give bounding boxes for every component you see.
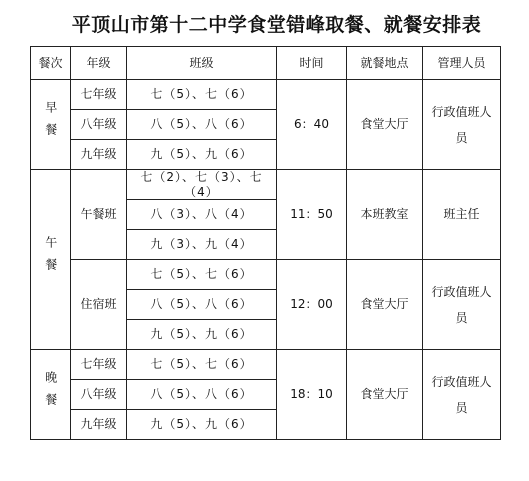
time-cell: 12：00 (277, 260, 347, 350)
grade-cell: 七年级 (71, 350, 127, 380)
class-cell: 九（5）、九（6） (127, 410, 277, 440)
place-cell: 食堂大厅 (347, 260, 423, 350)
class-cell: 八（5）、八（6） (127, 290, 277, 320)
table-row (31, 260, 501, 290)
grade-cell: 七年级 (71, 80, 127, 110)
header-manager: 管理人员 (423, 47, 501, 80)
manager-cell: 行政值班人员 (423, 350, 501, 440)
time-cell: 6：40 (277, 80, 347, 170)
grade-cell: 住宿班 (71, 260, 127, 350)
class-cell: 八（3）、八（4） (127, 200, 277, 230)
header-time: 时间 (277, 47, 347, 80)
class-cell: 九（5）、九（6） (127, 140, 277, 170)
header-place: 就餐地点 (347, 47, 423, 80)
manager-cell: 班主任 (423, 170, 501, 260)
class-cell: 九（3）、九（4） (127, 230, 277, 260)
place-cell: 本班教室 (347, 170, 423, 260)
grade-cell: 八年级 (71, 380, 127, 410)
header-grade: 年级 (71, 47, 127, 80)
place-cell: 食堂大厅 (347, 350, 423, 440)
place-cell: 食堂大厅 (347, 80, 423, 170)
class-cell: 七（5）、七（6） (127, 260, 277, 290)
grade-cell: 九年级 (71, 410, 127, 440)
meal-breakfast: 早餐 (31, 80, 71, 170)
grade-cell: 八年级 (71, 110, 127, 140)
table-row (31, 80, 501, 110)
class-cell: 八（5）、八（6） (127, 380, 277, 410)
class-cell: 七（5）、七（6） (127, 80, 277, 110)
table-row (31, 170, 501, 200)
time-cell: 11：50 (277, 170, 347, 260)
meal-lunch: 午餐 (31, 170, 71, 350)
header-meal: 餐次 (31, 47, 71, 80)
schedule-table (30, 46, 501, 440)
class-cell: 九（5）、九（6） (127, 320, 277, 350)
class-cell: 七（5）、七（6） (127, 350, 277, 380)
manager-cell: 行政值班人员 (423, 80, 501, 170)
page-title: 平顶山市第十二中学食堂错峰取餐、就餐安排表 (71, 14, 482, 36)
class-cell: 七（2）、七（3）、七（4） (127, 170, 277, 200)
class-cell: 八（5）、八（6） (127, 110, 277, 140)
table-row (31, 350, 501, 380)
manager-cell: 行政值班人员 (423, 260, 501, 350)
header-class: 班级 (127, 47, 277, 80)
time-cell: 18：10 (277, 350, 347, 440)
header-row (31, 47, 501, 80)
grade-cell: 九年级 (71, 140, 127, 170)
meal-dinner: 晚餐 (31, 350, 71, 440)
grade-cell: 午餐班 (71, 170, 127, 260)
